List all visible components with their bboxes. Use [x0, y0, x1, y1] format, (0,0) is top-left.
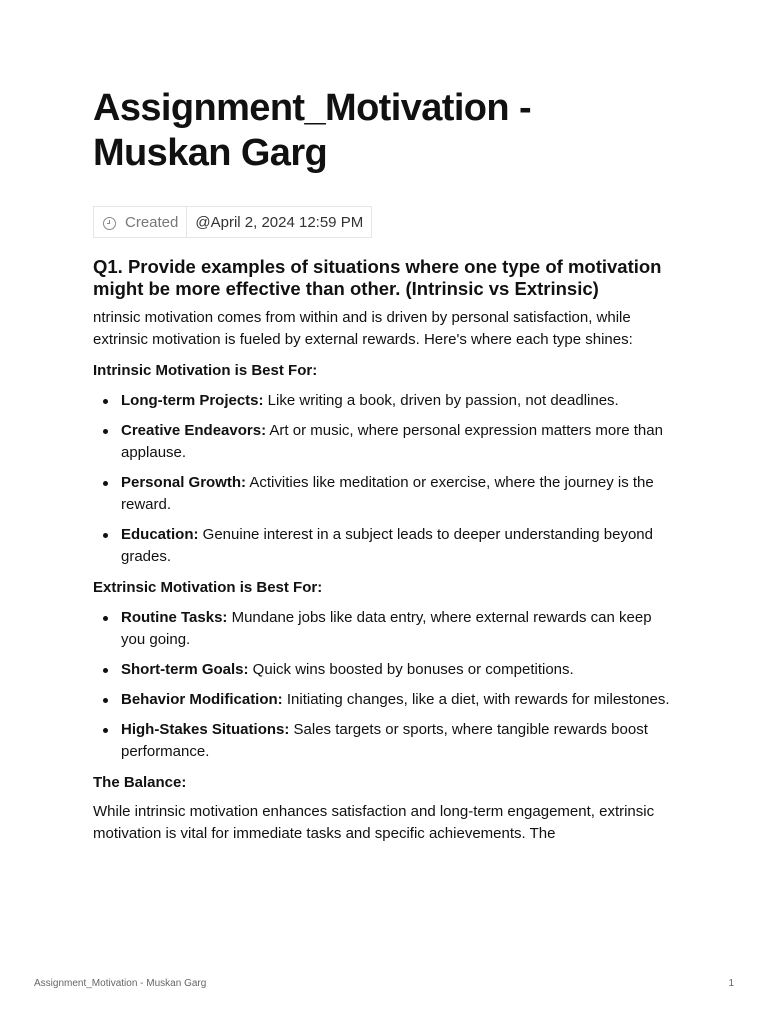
- item-label: Behavior Modification:: [121, 691, 283, 708]
- item-label: Personal Growth:: [121, 474, 247, 491]
- list-item: [93, 689, 677, 711]
- item-text: Genuine interest in a subject leads to deeper understanding beyond grades.: [121, 526, 653, 565]
- item-text: Art or music, where personal expression matters more than applause.: [121, 422, 663, 461]
- page-title-line2: Muskan Garg: [93, 132, 328, 174]
- intrinsic-list: [93, 390, 677, 568]
- item-label: High-Stakes Situations:: [121, 721, 290, 738]
- q1-heading: Q1. Provide examples of situations where one type of motivation might be more effective than other. (Intrinsic vs Extrinsic): [93, 256, 662, 299]
- created-property-key: [94, 207, 187, 237]
- item-text: Sales targets or sports, where tangible rewards boost performance.: [121, 721, 648, 760]
- footer-title: Assignment_Motivation - Muskan Garg: [34, 978, 207, 989]
- q1-intro: ntrinsic motivation comes from within and is driven by personal satisfaction, while extrinsic motivation is fueled by external rewards. Here's where each type shines:: [93, 309, 633, 348]
- item-label: Education:: [121, 526, 199, 543]
- extrinsic-list: [93, 607, 677, 763]
- item-text: Like writing a book, driven by passion, not deadlines.: [263, 392, 619, 409]
- list-item: [93, 420, 677, 464]
- item-text: Initiating changes, like a diet, with rewards for milestones.: [282, 691, 670, 708]
- balance-heading: The Balance:: [93, 774, 187, 791]
- item-label: Long-term Projects:: [121, 392, 264, 409]
- item-label: Routine Tasks:: [121, 609, 228, 626]
- created-value[interactable]: @April 2, 2024 12:59 PM: [195, 213, 364, 231]
- list-item: [93, 719, 677, 763]
- document-page: [93, 86, 677, 845]
- item-text: Mundane jobs like data entry, where external rewards can keep you going.: [121, 609, 652, 648]
- page-title: [93, 86, 677, 176]
- balance-text: While intrinsic motivation enhances satisfaction and long-term engagement, extrinsic motivation is vital for immediate tasks and specific achievements. The: [93, 803, 655, 842]
- created-property: [93, 206, 372, 238]
- intrinsic-heading: Intrinsic Motivation is Best For:: [93, 362, 318, 379]
- item-text: Activities like meditation or exercise, where the journey is the reward.: [121, 474, 654, 513]
- list-item: [93, 472, 677, 516]
- item-label: Short-term Goals:: [121, 661, 249, 678]
- extrinsic-heading: Extrinsic Motivation is Best For:: [93, 579, 323, 596]
- clock-icon: [103, 217, 116, 230]
- item-label: Creative Endeavors:: [121, 422, 267, 439]
- list-item: [93, 524, 677, 568]
- created-label: Created: [125, 213, 179, 231]
- page-number: 1: [728, 978, 734, 989]
- page-title-line1: Assignment_Motivation -: [93, 87, 532, 129]
- list-item: [93, 659, 677, 681]
- list-item: [93, 390, 677, 412]
- item-text: Quick wins boosted by bonuses or competitions.: [248, 661, 574, 678]
- list-item: [93, 607, 677, 651]
